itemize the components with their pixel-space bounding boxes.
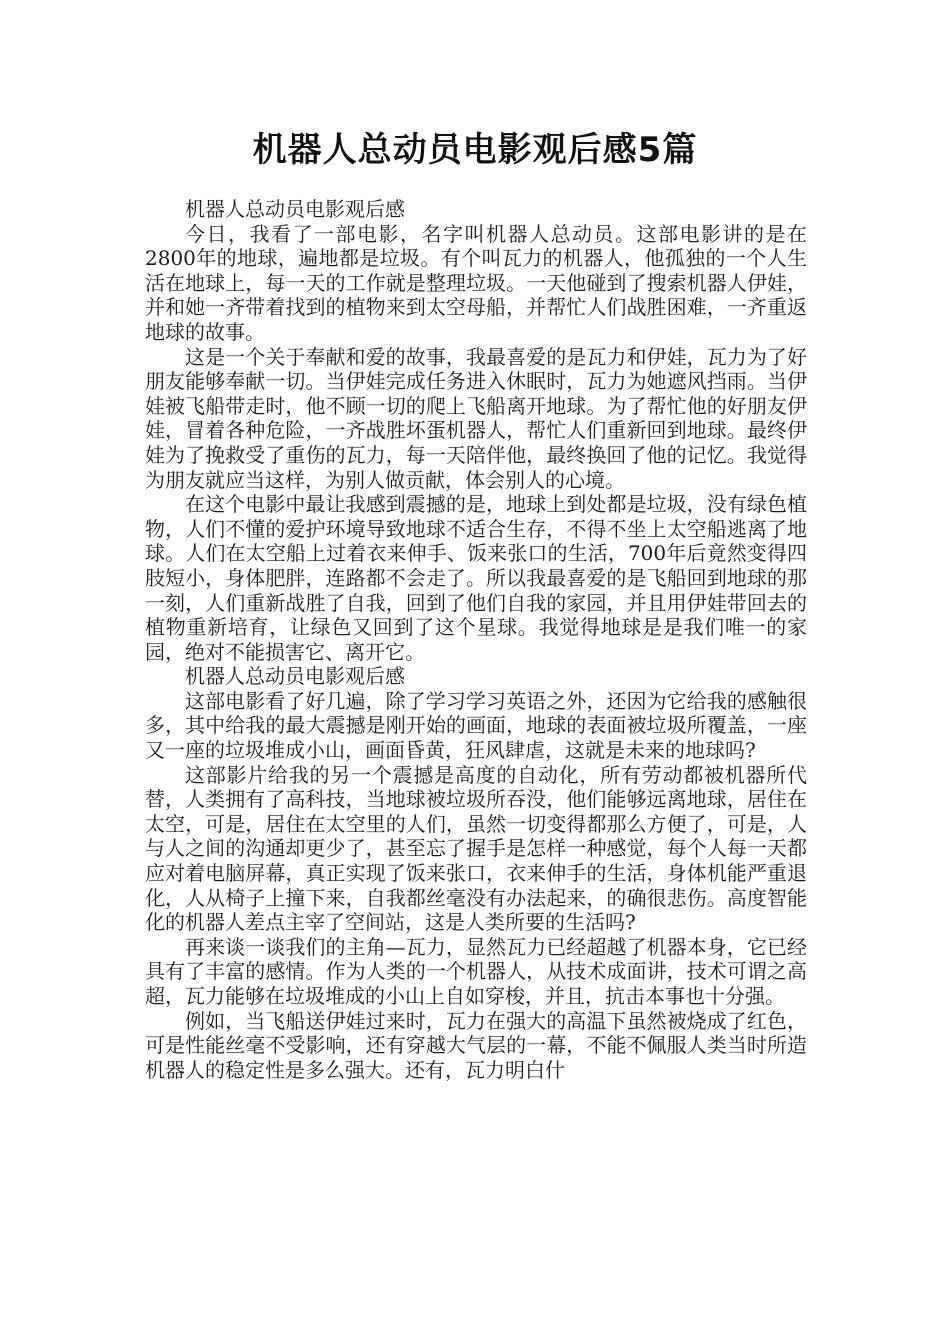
document-title: 机器人总动员电影观后感5篇	[252, 130, 698, 170]
section-heading: 机器人总动员电影观后感	[185, 664, 405, 689]
body-paragraph: 这部影片给我的另一个震撼是高度的自动化，所有劳动都被机器所代替，人类拥有了高科技，当地球被垃圾所吞没，他们能够远离地球，居住在太空，可是，居住在太空里的人们，虽然一切变得都那么方便了，可是，人与人之间的沟通却更少了，甚至忘了握手是怎样一种感觉，每个人每一天都应对着电脑屏幕，真正实现了饭来张口，衣来伸手的生活，身体机能严重退化，人从椅子上撞下来，自我都丝毫没有办法起来，的确很悲伤。高度智能化的机器人差点主宰了空间站，这是人类所要的生活吗?	[145, 762, 807, 935]
document-body	[145, 197, 807, 1082]
body-paragraph: 这部电影看了好几遍，除了学习学习英语之外，还因为它给我的感触很多，其中给我的最大震撼是刚开始的画面，地球的表面被垃圾所覆盖，一座又一座的垃圾堆成小山，画面昏黄，狂风肆虐，这就是未来的地球吗?	[145, 688, 807, 763]
body-paragraph: 今日，我看了一部电影，名字叫机器人总动员。这部电影讲的是在2800年的地球，遍地都是垃圾。有个叫瓦力的机器人，他孤独的一个人生活在地球上，每一天的工作就是整理垃圾。一天他碰到了搜索机器人伊娃，并和她一齐带着找到的植物来到太空母船，并帮忙人们战胜困难，一齐重返地球的故事。	[145, 221, 807, 344]
body-paragraph: 这是一个关于奉献和爱的故事，我最喜爱的是瓦力和伊娃，瓦力为了好朋友能够奉献一切。当伊娃完成任务进入休眠时，瓦力为她遮风挡雨。当伊娃被飞船带走时，他不顾一切的爬上飞船离开地球。为了帮忙他的好朋友伊娃，冒着各种危险，一齐战胜坏蛋机器人，帮忙人们重新回到地球。最终伊娃为了挽救受了重伤的瓦力，每一天陪伴他，最终换回了他的记忆。我觉得为朋友就应当这样，为别人做贡献，体会别人的心境。	[145, 344, 807, 492]
body-paragraph: 在这个电影中最让我感到震撼的是，地球上到处都是垃圾，没有绿色植物，人们不懂的爱护环境导致地球不适合生存，不得不坐上太空船逃离了地球。人们在太空船上过着衣来伸手、饭来张口的生活，700年后竟然变得四肢短小，身体肥胖，连路都不会走了。所以我最喜爱的是飞船回到地球的那一刻，人们重新战胜了自我，回到了他们自我的家园，并且用伊娃带回去的植物重新培育，让绿色又回到了这个星球。我觉得地球是是我们唯一的家园，绝对不能损害它、离开它。	[145, 492, 807, 664]
body-paragraph: 再来谈一谈我们的主角—瓦力，显然瓦力已经超越了机器本身，它已经具有了丰富的感情。作为人类的一个机器人，从技术成面讲，技术可谓之高超，瓦力能够在垃圾堆成的小山上自如穿梭，并且，抗击本事也十分强。	[145, 934, 807, 1008]
section-heading: 机器人总动员电影观后感	[185, 197, 405, 221]
body-paragraph: 例如，当飞船送伊娃过来时，瓦力在强大的高温下虽然被烧成了红色，可是性能丝毫不受影响，还有穿越大气层的一幕，不能不佩服人类当时所造机器人的稳定性是多么强大。还有，瓦力明白什	[145, 1008, 807, 1082]
